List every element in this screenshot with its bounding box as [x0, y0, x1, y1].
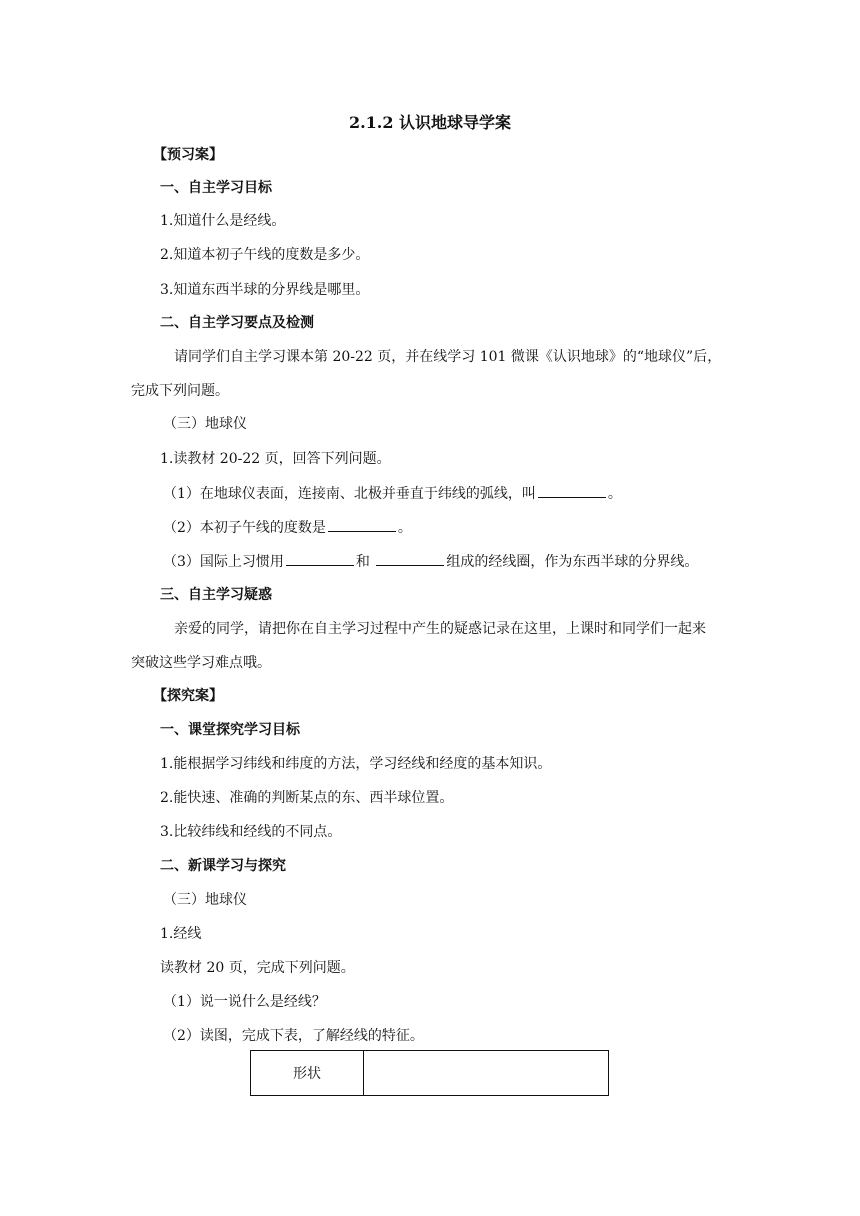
question-text: （3）国际上习惯用 — [163, 554, 284, 570]
section-heading-class-goals: 一、课堂探究学习目标 — [160, 722, 300, 738]
list-item: 1.知道什么是经线。 — [160, 213, 286, 229]
meridian-features-table — [250, 1050, 609, 1096]
answer-blank[interactable] — [286, 551, 354, 566]
explore-heading: 【探究案】 — [153, 688, 223, 704]
question-1: （1）说一说什么是经线？ — [163, 994, 326, 1010]
table-row — [251, 1051, 609, 1096]
question-text: 和 — [355, 554, 370, 570]
section-heading-questions: 三、自主学习疑惑 — [160, 587, 272, 603]
paragraph-line: 请同学们自主学习课本第 20-22 页，并在线学习 101 微课《认识地球》的“地球仪”后， — [174, 349, 722, 365]
question-3 — [163, 551, 860, 572]
question-text: 组成的经线圈，作为东西半球的分界线。 — [446, 554, 699, 570]
document-title: 2.1.2 认识地球导学案 — [348, 113, 512, 132]
answer-blank[interactable] — [538, 483, 606, 498]
question-text: （2）本初子午线的度数是 — [163, 520, 326, 536]
list-item: 3.知道东西半球的分界线是哪里。 — [160, 282, 370, 298]
list-item: 1.经线 — [160, 926, 202, 942]
section-heading-self-study-goals: 一、自主学习目标 — [160, 180, 272, 196]
question-text: 。 — [397, 520, 412, 536]
question-text: （1）在地球仪表面，连接南、北极并垂直于纬线的弧线，叫 — [163, 486, 536, 502]
paragraph-line: 完成下列问题。 — [131, 383, 229, 399]
sub-heading: （三）地球仪 — [163, 892, 247, 908]
sub-heading: （三）地球仪 — [163, 416, 247, 432]
list-item: 2.知道本初子午线的度数是多少。 — [160, 247, 370, 263]
table-cell-answer[interactable] — [364, 1051, 609, 1096]
question-2 — [163, 517, 860, 538]
list-item: 1.读教材 20-22 页，回答下列问题。 — [160, 451, 391, 467]
list-item: 读教材 20 页，完成下列问题。 — [160, 960, 355, 976]
paragraph-line: 突破这些学习难点哦。 — [131, 655, 271, 671]
answer-blank[interactable] — [328, 517, 396, 532]
question-1 — [163, 483, 860, 504]
preview-heading: 【预习案】 — [153, 147, 223, 163]
question-2: （2）读图，完成下表，了解经线的特征。 — [163, 1028, 424, 1044]
section-heading-key-points: 二、自主学习要点及检测 — [160, 315, 314, 331]
list-item: 3.比较纬线和经线的不同点。 — [160, 824, 342, 840]
answer-blank[interactable] — [376, 551, 444, 566]
section-heading-new-lesson: 二、新课学习与探究 — [160, 858, 286, 874]
question-text: 。 — [607, 486, 622, 502]
paragraph-line: 亲爱的同学，请把你在自主学习过程中产生的疑惑记录在这里，上课时和同学们一起来 — [174, 621, 706, 637]
list-item: 2.能快速、准确的判断某点的东、西半球位置。 — [160, 790, 454, 806]
table-cell-label: 形状 — [251, 1051, 364, 1096]
list-item: 1.能根据学习纬线和纬度的方法，学习经线和经度的基本知识。 — [160, 756, 552, 772]
